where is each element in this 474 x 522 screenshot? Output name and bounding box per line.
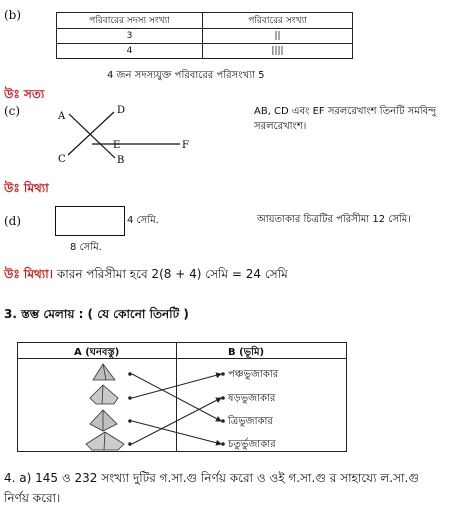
table-row — [57, 29, 353, 44]
option-hexagonal: ষড়ভুজাকার — [228, 393, 276, 404]
rectangle-figure — [55, 206, 125, 236]
pentagonal-pyramid-icon — [90, 385, 118, 404]
column-a-header: A (ঘনবস্তু) — [74, 347, 120, 358]
answer-b: উঃ সত্য — [4, 87, 45, 101]
tally-caption: 4 জন সদস্যযুক্ত পরিবারের পরিসংখ্যা 5 — [107, 70, 265, 81]
point-f-label: F — [182, 140, 189, 151]
point-e-label: E — [113, 140, 121, 151]
point-b-label: B — [117, 155, 125, 166]
rectangle-width-label: 4 সেমি. — [127, 215, 159, 226]
square-pyramid-icon — [90, 410, 117, 431]
table-row — [57, 44, 353, 59]
matching-drawing — [18, 358, 346, 451]
hexagonal-pyramid-icon — [86, 432, 124, 450]
option-triangular: ত্রিভুজাকার — [228, 416, 273, 427]
point-d-label: D — [117, 105, 126, 116]
answer-d — [4, 266, 288, 286]
option-pentagonal: পঞ্চভুজাকার — [228, 369, 279, 380]
part-b-label: (b) — [4, 8, 22, 22]
q4-line1: 4. a) 145 ও 232 সংখ্যা দুটির গ.সা.গু নির্ণয় করো ও ওই গ.সা.গু র সাহায্যে ল.সা.গু — [4, 471, 419, 485]
point-a-label: A — [58, 111, 66, 122]
point-c-label: C — [58, 154, 66, 165]
matching-table — [17, 342, 347, 452]
answer-c: উঃ মিথ্যা — [4, 181, 49, 195]
matching-header — [18, 343, 346, 359]
triangular-pyramid-icon — [93, 364, 115, 380]
table-cell: || — [203, 29, 353, 44]
table-cell: 4 — [57, 44, 203, 59]
intersecting-lines-figure — [50, 100, 220, 168]
statement-c-line2: সরলরেখাংশ। — [254, 121, 307, 132]
table-cell: 3 — [57, 29, 203, 44]
table-cell: |||| — [203, 44, 353, 59]
matching-arrows — [132, 374, 221, 444]
line-ab — [69, 114, 115, 158]
answer-d-verdict: উঃ মিথ্যা। — [4, 267, 54, 281]
tally-table — [56, 12, 353, 59]
part-d-label: (d) — [4, 214, 22, 228]
q3-title: 3. স্তম্ভ মেলায় : ( যে কোনো তিনটি ) — [4, 307, 189, 321]
option-quadrilateral: চতুর্ভুজাকার — [228, 439, 276, 450]
column-b-header: B (ভূমি) — [228, 347, 265, 358]
line-cd — [68, 112, 114, 155]
statement-d: আয়তাকার চিত্রটির পরিসীমা 12 সেমি। — [257, 214, 411, 225]
statement-c-line1: AB, CD এবং EF সরলরেখাংশ তিনটি সমবিন্দু — [254, 106, 437, 117]
rectangle-length-label: 8 সেমি. — [70, 242, 102, 253]
matching-dots — [128, 372, 225, 446]
answer-d-reason: কারন পরিসীমা হবে 2(8 + 4) সেমি = 24 সেমি — [53, 267, 288, 281]
part-c-label: (c) — [4, 104, 21, 118]
tally-header-members: পরিবারের সদস্য সংখ্যা — [57, 13, 203, 29]
tally-header-families: পরিবারের সংখ্যা — [203, 13, 353, 29]
q4-line2: নির্ণয় করো। — [4, 491, 61, 505]
